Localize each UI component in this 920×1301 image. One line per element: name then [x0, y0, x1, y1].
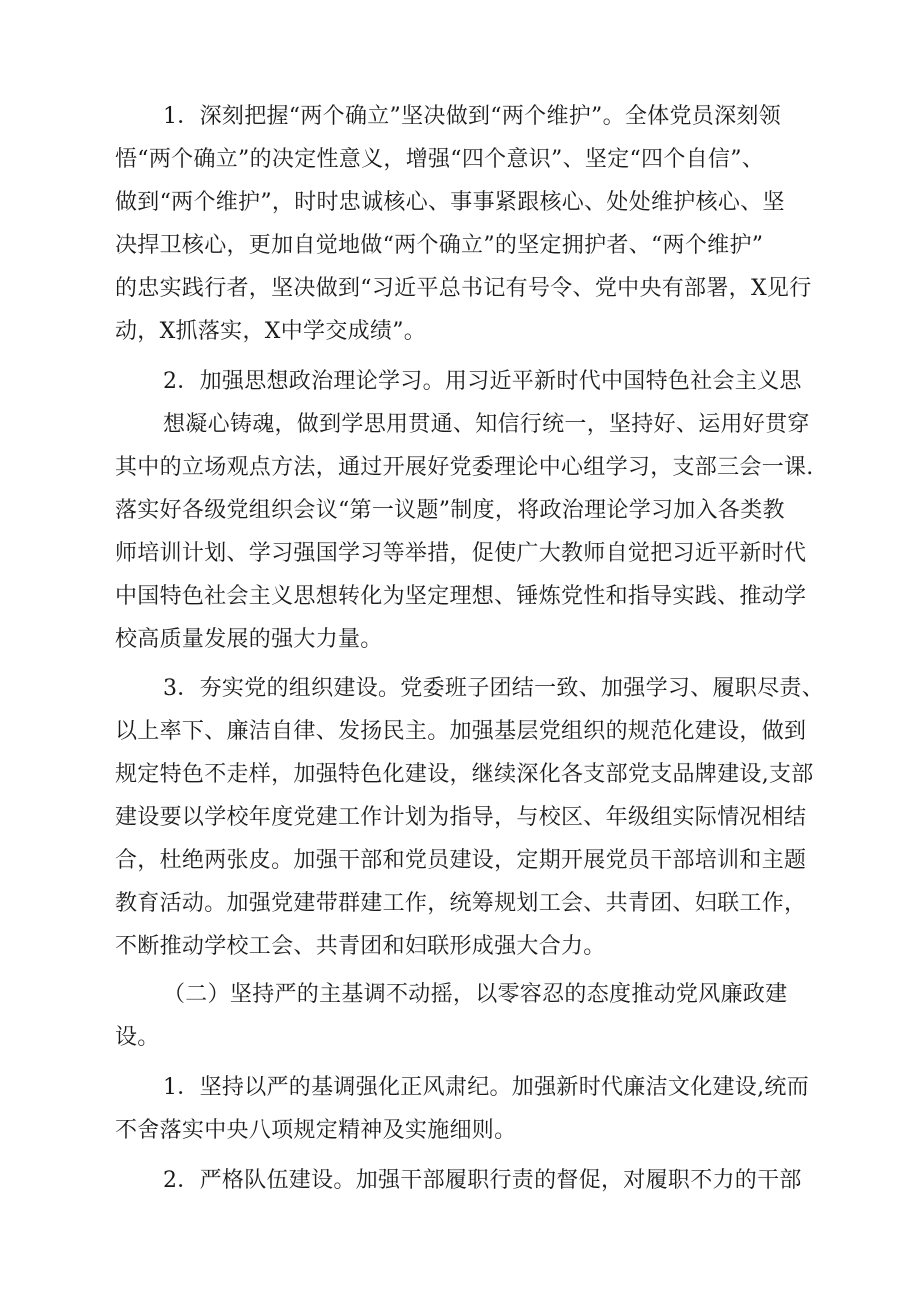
text-line: 想凝心铸魂，做到学思用贯通、知信行统一，坚持好、运用好贯穿 — [163, 412, 810, 437]
section-heading: 设。 — [115, 1025, 160, 1050]
text-line: 2．严格队伍建设。加强干部履职行责的督促，对履职不力的干部 — [163, 1168, 802, 1193]
text-line: 师培训计划、学习强国学习等举措，促使广大教师自觉把习近平新时代 — [115, 541, 807, 566]
text-line: 规定特色不走样，加强特色化建设，继续深化各支部党支品牌建设,支部 — [115, 762, 814, 787]
text-line: 教育活动。加强党建带群建工作，统筹规划工会、共青团、妇联工作， — [115, 891, 807, 916]
text-line: 决捍卫核心，更加自觉地做“两个确立”的坚定拥护者、“两个维护” — [115, 233, 764, 258]
text-line: 悟“两个确立”的决定性意义，增强“四个意识”、坚定“四个自信”、 — [115, 147, 765, 172]
section-heading: （二）坚持严的主基调不动摇，以零容忍的态度推动党风廉政建 — [163, 982, 788, 1007]
text-line: 其中的立场观点方法，通过开展好党委理论中心组学习，支部三会一课. — [115, 455, 814, 480]
text-line: 动，X抓落实，X中学交成绩”。 — [115, 319, 427, 344]
text-line: 校高质量发展的强大力量。 — [115, 627, 383, 652]
text-line: 不舍落实中央八项规定精神及实施细则。 — [115, 1118, 517, 1143]
text-line: 中国特色社会主义思想转化为坚定理想、锤炼党性和指导实践、推动学 — [115, 584, 807, 609]
text-line: 1．坚持以严的基调强化正风肃纪。加强新时代廉洁文化建设,统而 — [163, 1075, 809, 1100]
text-line: 1．深刻把握“两个确立”坚决做到“两个维护”。全体党员深刻领 — [163, 104, 781, 129]
text-line: 合，杜绝两张皮。加强干部和党员建设，定期开展党员干部培训和主题 — [115, 848, 807, 873]
text-line: 2．加强思想政治理论学习。用习近平新时代中国特色社会主义思 — [163, 369, 802, 394]
text-line: 建设要以学校年度党建工作计划为指导，与校区、年级组实际情况相结 — [115, 805, 807, 830]
text-line: 的忠实践行者，坚决做到“习近平总书记有号令、党中央有部署，X见行 — [115, 276, 812, 301]
text-line: 落实好各级党组织会议“第一议题”制度，将政治理论学习加入各类教 — [115, 498, 785, 523]
text-line: 以上率下、廉洁自律、发扬民主。加强基层党组织的规范化建设，做到 — [115, 719, 807, 744]
text-line: 3．夯实党的组织建设。党委班子团结一致、加强学习、履职尽责、 — [163, 676, 824, 701]
text-line: 不断推动学校工会、共青团和妇联形成强大合力。 — [115, 934, 606, 959]
text-line: 做到“两个维护”，时时忠诚核心、事事紧跟核心、处处维护核心、坚 — [115, 190, 785, 215]
